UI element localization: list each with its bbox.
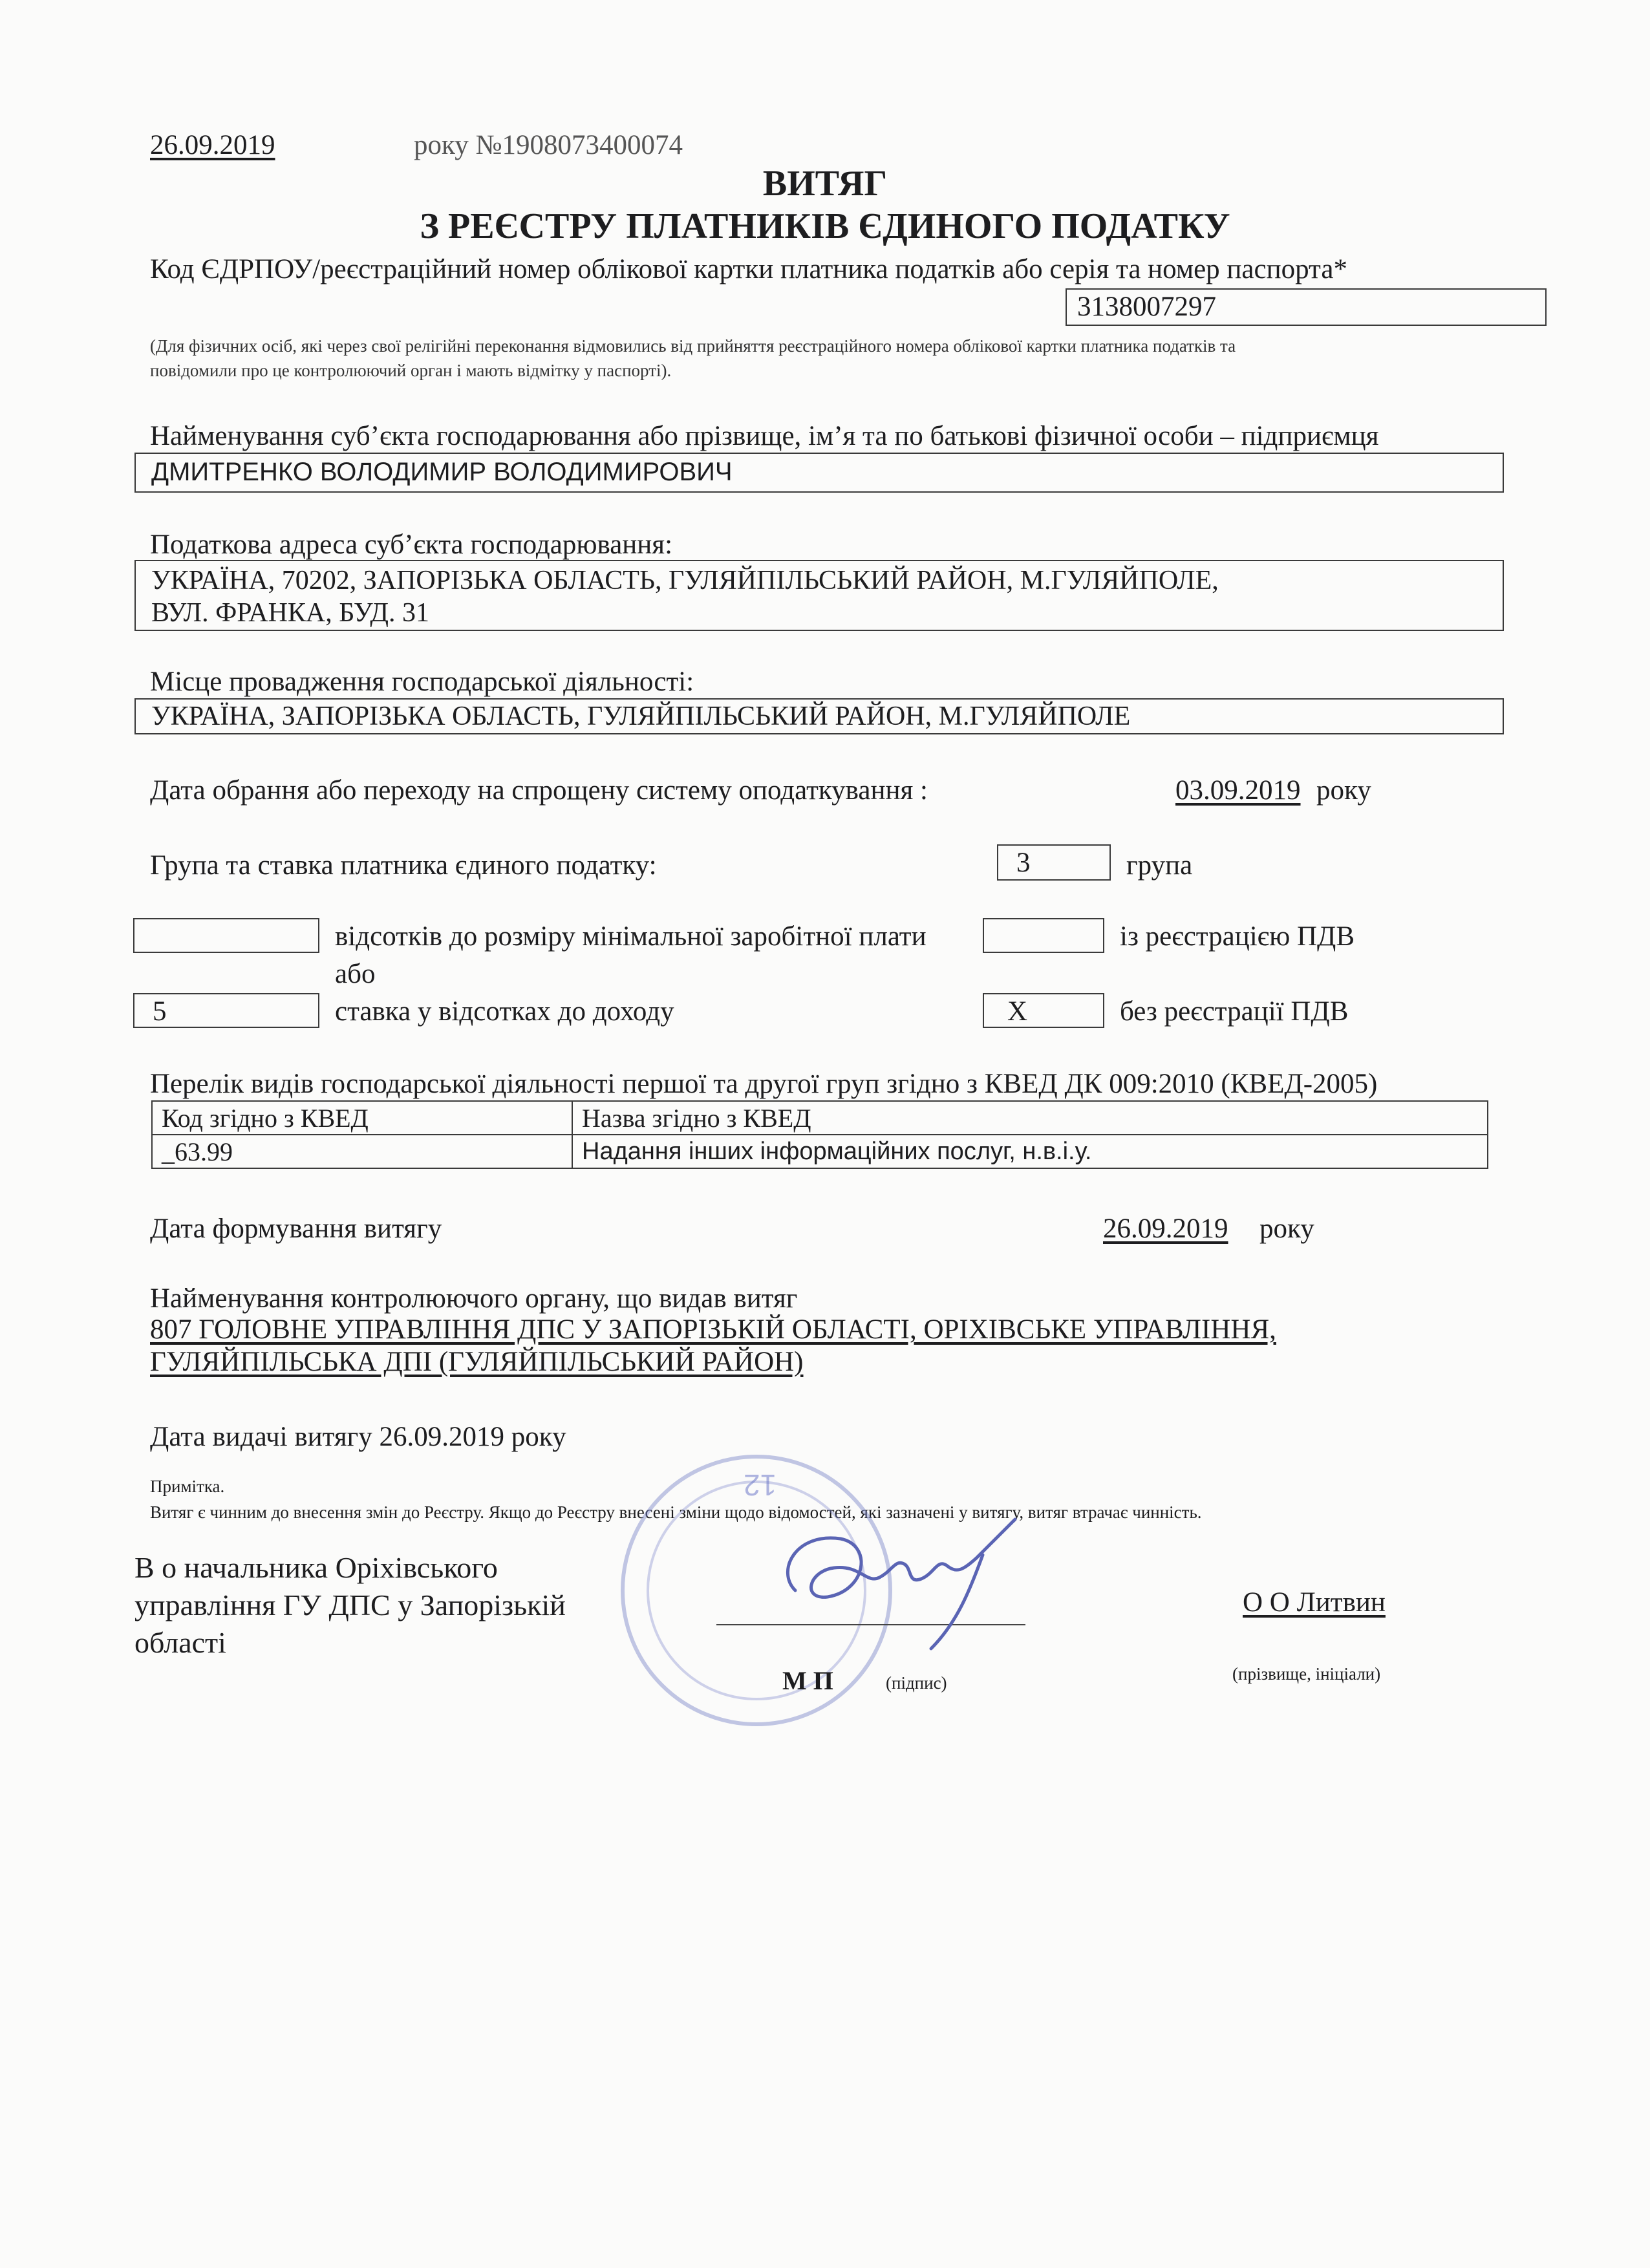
group-value: 3 (1016, 848, 1031, 878)
authority-line2: ГУЛЯЙПІЛЬСЬКА ДПІ (ГУЛЯЙПІЛЬСЬКИЙ РАЙОН) (150, 1347, 804, 1377)
signature-caption: (підпис) (886, 1673, 947, 1693)
vat-with-label: із реєстрацією ПДВ (1120, 921, 1355, 952)
vat-with-box (983, 918, 1104, 953)
tax-address-label: Податкова адреса суб’єкта господарювання: (150, 530, 673, 560)
formation-suffix: року (1259, 1214, 1314, 1244)
name-box (134, 453, 1504, 493)
code-value: 3138007297 (1077, 292, 1216, 322)
header-number: року №1908073400074 (414, 130, 683, 160)
rate-income-label: ставка у відсотках до доходу (335, 996, 674, 1027)
formation-date: 26.09.2019 (1103, 1214, 1228, 1244)
rate-income-value: 5 (153, 996, 167, 1027)
vat-without-value: Х (1007, 996, 1028, 1027)
issue-date: Дата видачі витягу 26.09.2019 року (150, 1422, 566, 1452)
code-box (1066, 288, 1547, 326)
note-text: Витяг є чинним до внесення змін до Реєстру. Якщо до Реєстру внесені зміни щодо відомостей, які зазначені у витягу, витяг втрачає чинність. (150, 1503, 1202, 1522)
rate-income-box (133, 993, 319, 1028)
handwritten-signature (769, 1493, 1054, 1662)
code-label: Код ЄДРПОУ/реєстраційний номер облікової картки платника податків або серія та номер паспорта* (150, 254, 1347, 284)
vat-without-label: без реєстрації ПДВ (1120, 996, 1349, 1027)
kved-col-code: Код згідно з КВЕД (152, 1101, 572, 1135)
signatory-name: О О Литвин (1243, 1587, 1386, 1618)
group-box (997, 844, 1111, 881)
business-place-value: УКРАЇНА, ЗАПОРІЗЬКА ОБЛАСТЬ, ГУЛЯЙПІЛЬСЬКИЙ РАЙОН, М.ГУЛЯЙПОЛЕ (151, 701, 1131, 731)
business-place-box (134, 698, 1504, 734)
kved-col-name: Назва згідно з КВЕД (572, 1101, 1488, 1135)
tax-address-box (134, 560, 1504, 631)
name-caption: (прізвище, ініціали) (1232, 1664, 1381, 1684)
or-label: або (335, 959, 376, 989)
percent-min-wage-box (133, 918, 319, 953)
position-line3: області (134, 1626, 226, 1659)
title-line2: З РЕЄСТРУ ПЛАТНИКІВ ЄДИНОГО ПОДАТКУ (420, 206, 1230, 246)
business-place-label: Місце провадження господарської діяльності: (150, 667, 694, 697)
title-line1: ВИТЯГ (762, 164, 888, 204)
code-note-line2: повідомили про це контролюючий орган і мають відмітку у паспорті). (150, 361, 672, 380)
group-label: Група та ставка платника єдиного податку: (150, 850, 657, 881)
tax-address-line1: УКРАЇНА, 70202, ЗАПОРІЗЬКА ОБЛАСТЬ, ГУЛЯЙПІЛЬСЬКИЙ РАЙОН, М.ГУЛЯЙПОЛЕ, (151, 566, 1219, 595)
simplified-label: Дата обрання або переходу на спрощену систему оподаткування : (150, 775, 928, 806)
mp-label: М П (782, 1666, 833, 1695)
kved-code-cell: _63.99 (152, 1135, 572, 1168)
simplified-date: 03.09.2019 (1175, 775, 1301, 806)
group-suffix: група (1126, 850, 1193, 881)
note-title: Примітка. (150, 1477, 225, 1496)
percent-min-wage-label: відсотків до розміру мінімальної заробітної плати (335, 921, 927, 952)
formation-label: Дата формування витягу (150, 1214, 442, 1244)
code-note-line1: (Для фізичних осіб, які через свої релігійні переконання відмовились від прийняття реєстраційного номера облікової картки платника податків та (150, 336, 1236, 356)
name-label: Найменування суб’єкта господарювання або прізвище, ім’я та по батькові фізичної особи – підприємця (150, 421, 1379, 451)
kved-header-row (152, 1101, 1488, 1135)
tax-address-line2: ВУЛ. ФРАНКА, БУД. 31 (151, 598, 430, 628)
position-line1: В о начальника Оріхівського (134, 1551, 498, 1584)
name-value: ДМИТРЕНКО ВОЛОДИМИР ВОЛОДИМИРОВИЧ (151, 458, 733, 486)
simplified-suffix: року (1316, 775, 1371, 806)
kved-label: Перелік видів господарської діяльності першої та другої груп згідно з КВЕД ДК 009:2010 (КВЕД-2005) (150, 1069, 1378, 1099)
table-row (152, 1135, 1488, 1168)
kved-table (151, 1100, 1488, 1169)
vat-without-box (983, 993, 1104, 1028)
header-date: 26.09.2019 (150, 130, 275, 160)
authority-line1: 807 ГОЛОВНЕ УПРАВЛІННЯ ДПС У ЗАПОРІЗЬКІЙ ОБЛАСТІ, ОРІХІВСЬКЕ УПРАВЛІННЯ, (150, 1314, 1276, 1345)
kved-name-cell: Надання інших інформаційних послуг, н.в.і.у. (572, 1135, 1488, 1168)
stamp-number: 12 (744, 1468, 777, 1502)
position-line2: управління ГУ ДПС у Запорізькій (134, 1589, 566, 1621)
authority-label: Найменування контролюючого органу, що видав витяг (150, 1283, 798, 1314)
